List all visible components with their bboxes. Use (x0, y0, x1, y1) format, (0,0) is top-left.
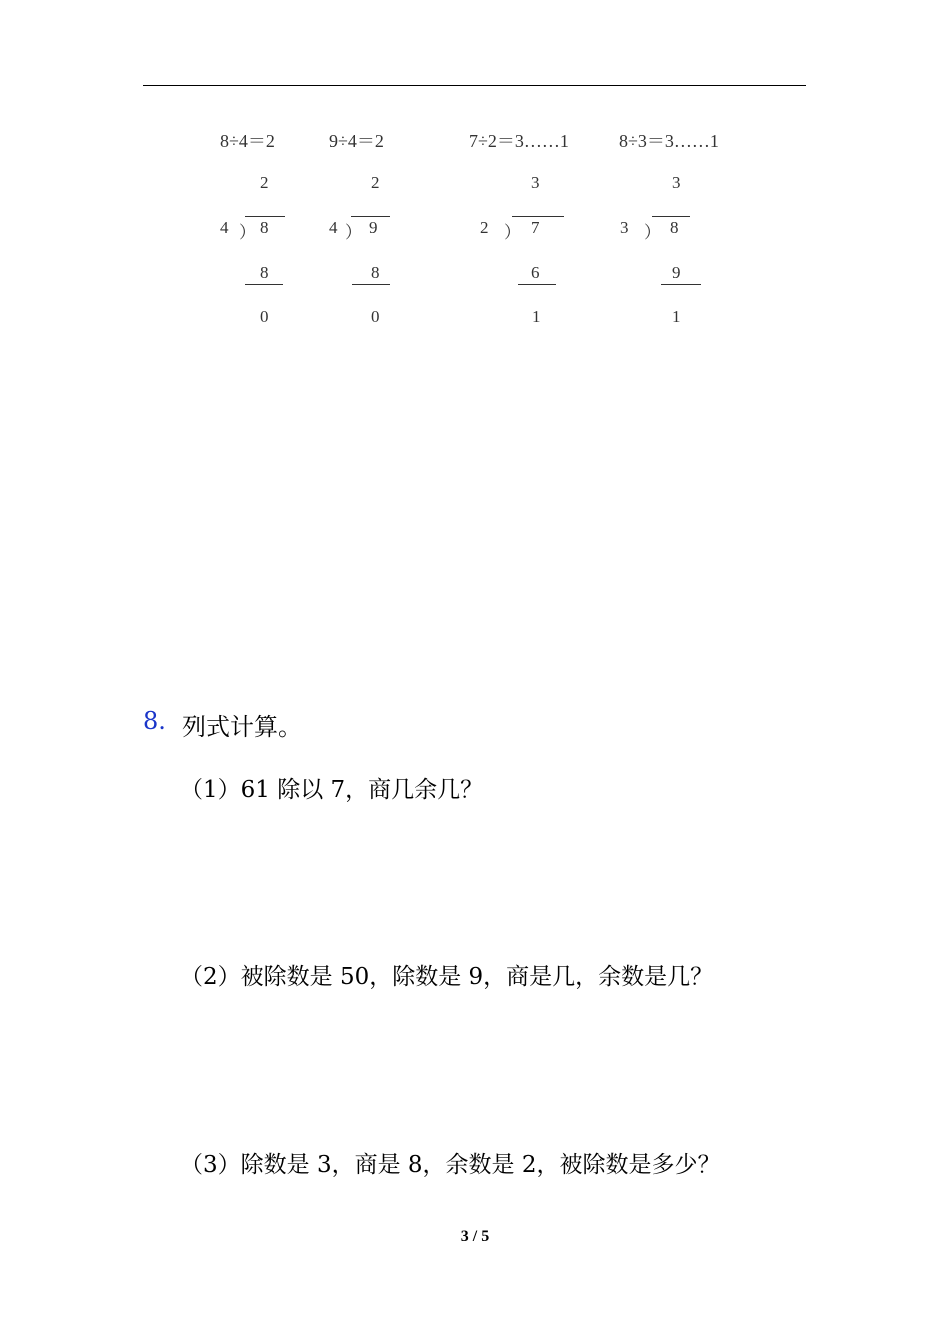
divisor: 2 (480, 218, 489, 237)
quotient: 3 (531, 173, 540, 192)
quotient: 2 (260, 173, 269, 192)
division-bar (652, 216, 690, 217)
question-title: 列式计算。 (182, 713, 302, 741)
question-part-3: （3）除数是 3，商是 8，余数是 2，被除数是多少？ (180, 1152, 721, 1178)
dividend: 9 (369, 218, 378, 237)
product: 8 (260, 263, 269, 282)
division-bar (351, 216, 390, 217)
quotient: 2 (371, 173, 380, 192)
subtraction-bar (245, 284, 283, 285)
remainder: 0 (371, 307, 380, 326)
dividend: 8 (260, 218, 269, 237)
remainder: 1 (532, 307, 541, 326)
division-bracket: ） (239, 223, 256, 242)
question-number: 8. (143, 707, 166, 735)
divisor: 3 (620, 218, 629, 237)
product: 6 (531, 263, 540, 282)
divisor: 4 (220, 218, 229, 237)
subtraction-bar (352, 284, 390, 285)
equation-4: 8÷3＝3……1 (619, 131, 719, 151)
divisor: 4 (329, 218, 338, 237)
subtraction-bar (518, 284, 556, 285)
dividend: 8 (670, 218, 679, 237)
product: 9 (672, 263, 681, 282)
product: 8 (371, 263, 380, 282)
division-bracket: ） (345, 223, 362, 242)
long-division-3 (478, 160, 628, 380)
quotient: 3 (672, 173, 681, 192)
long-division-4 (618, 160, 768, 380)
long-division-2 (325, 160, 475, 380)
remainder: 0 (260, 307, 269, 326)
subtraction-bar (661, 284, 701, 285)
question-part-1: （1）61 除以 7，商几余几？ (180, 777, 484, 803)
division-bracket: ） (644, 223, 661, 242)
division-bracket: ） (504, 223, 521, 242)
division-bar (512, 216, 564, 217)
remainder: 1 (672, 307, 681, 326)
equation-1: 8÷4＝2 (220, 131, 275, 151)
header-rule (143, 85, 806, 86)
page-number: 3 / 5 (460, 1228, 490, 1245)
equation-2: 9÷4＝2 (329, 131, 384, 151)
dividend: 7 (531, 218, 540, 237)
division-bar (245, 216, 285, 217)
question-part-2: （2）被除数是 50，除数是 9，商是几，余数是几？ (180, 964, 714, 990)
equation-3: 7÷2＝3……1 (469, 131, 569, 151)
